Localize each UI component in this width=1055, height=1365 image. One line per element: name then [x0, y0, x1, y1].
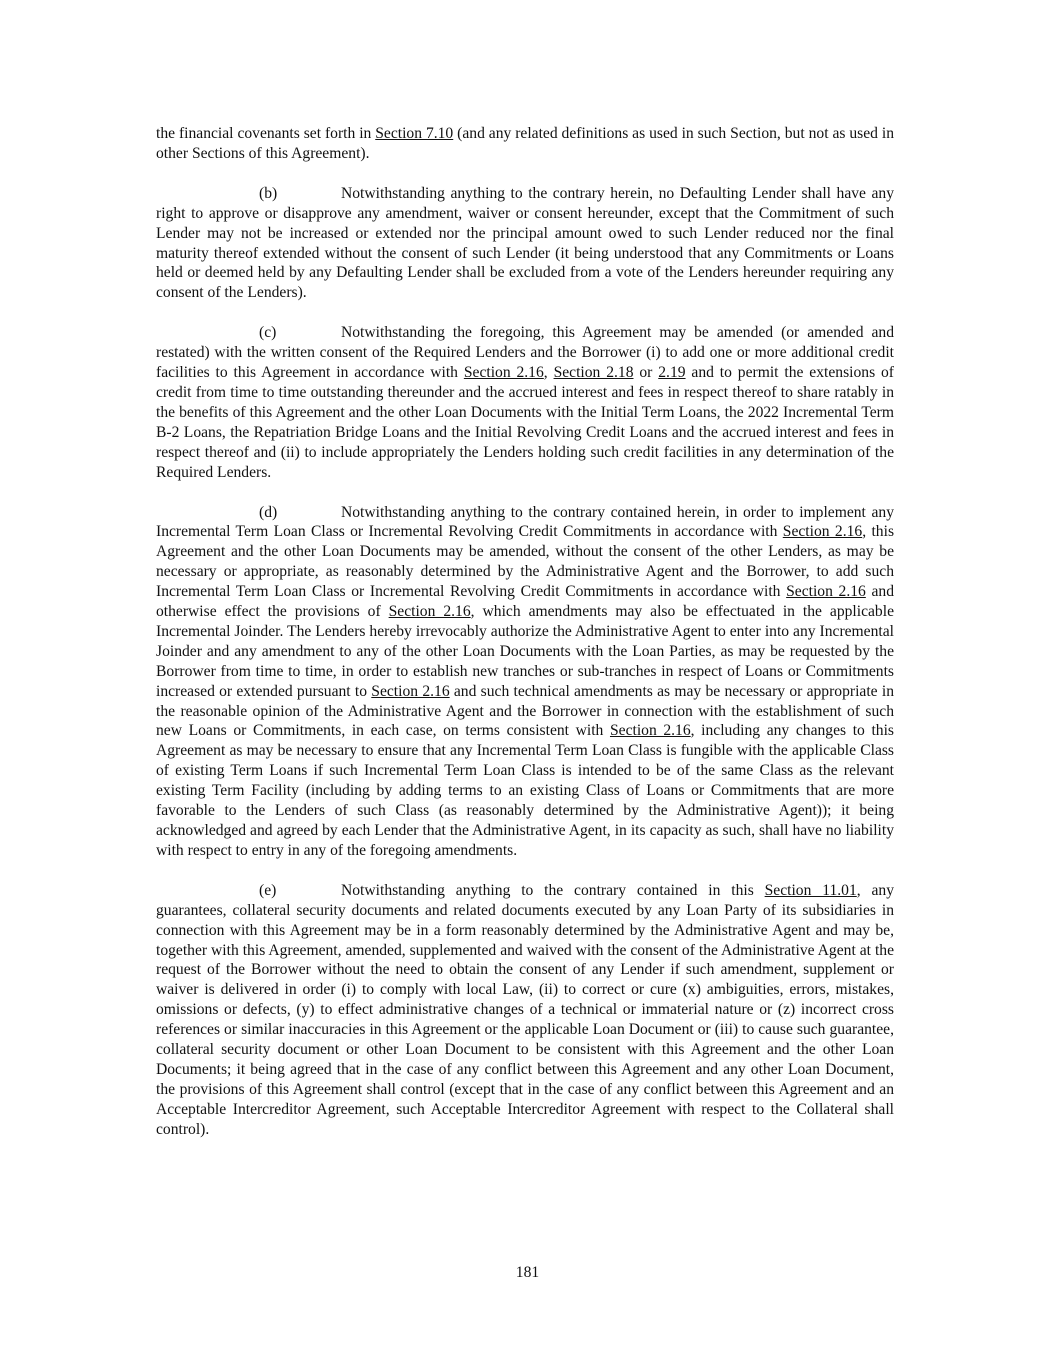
- text: Notwithstanding anything to the contrary contained herein, in order to implement any Incremental Term Loan Class or Incremental Revolving Credit Commitments in accordance with: [156, 503, 894, 541]
- paragraph-b: [156, 184, 894, 303]
- paragraph-number: (e): [259, 881, 277, 899]
- section-reference: Section 2.16: [463, 364, 544, 382]
- text: , which amendments may also be effectuated in the applicable Incremental Joinder. The Lenders hereby irrevocably authorize the Administrative Agent to enter into any Incremental Joinder and any amendment to any of the other Loan Documents with the Loan Parties, as may be requested by the Borrower from time to time, in order to establish new tranches or sub-tranches in respect of Loans or Commitments increased or extended pursuant to: [156, 603, 894, 700]
- text: Notwithstanding anything to the contrary contained in this: [341, 881, 765, 899]
- text: ,: [543, 364, 554, 382]
- document-body: [156, 124, 894, 1160]
- section-reference: Section 2.16: [371, 682, 450, 700]
- paragraph-e: [156, 881, 894, 1140]
- section-reference: Section 2.18: [553, 364, 634, 382]
- text: , this Agreement and the other Loan Documents may be amended, without the consent of the other Lenders, as may be necessary or appropriate, as reasonably determined by the Administrative Agent and the Borrower, to add such Incremental Term Loan Class or Incremental Revolving Credit Commitments in accordance with: [156, 523, 895, 601]
- paragraph-number: (b): [259, 184, 278, 202]
- text: the financial covenants set forth in: [156, 125, 376, 142]
- text: , including any changes to this Agreement as may be necessary to ensure that any Incremental Term Loan Class is fungible with the applicable Class of existing Term Loans if such Incremental Term Loan Class is intended to be of the same Class as the relevant existing Term Facility (including by adding terms to an existing Class of Loans or Commitments that are more favorable to the Lenders of such Class (as reasonably determined by the Administrative Agent)); it being acknowledged and agreed by each Lender that the Administrative Agent, in its capacity as such, shall have no liability with respect to entry in any of the foregoing amendments.: [156, 722, 894, 859]
- section-reference: Section 7.10: [375, 125, 454, 142]
- section-reference: Section 2.16: [609, 722, 691, 740]
- paragraph-d: [156, 503, 894, 861]
- section-reference: Section 2.16: [786, 583, 866, 601]
- text: Notwithstanding anything to the contrary herein, no Defaulting Lender shall have any right to approve or disapprove any amendment, waiver or consent hereunder, except that the Commitment of such Lender may not be increased or extended nor the principal amount owed to such Lender reduced nor the final maturity thereof extended without the consent of such Lender (it being understood that any Commitments or Loans held or deemed held by any Defaulting Lender shall be excluded from a vote of the Lenders hereunder requiring any consent of the Lenders).: [156, 184, 894, 302]
- section-reference: Section 2.16: [388, 603, 471, 621]
- text: or: [633, 364, 659, 382]
- section-reference: Section 11.01: [764, 881, 857, 899]
- section-reference: 2.19: [658, 364, 686, 382]
- paragraph-c: [156, 323, 894, 482]
- text: and such technical amendments as may be necessary or appropriate in the reasonable opinion of the Administrative Agent and the Borrower in connection with the establishment of such new Loans or Commitments, in each case, on terms consistent with: [156, 682, 894, 740]
- page-number: 181: [515, 1264, 540, 1281]
- continuation-paragraph: [156, 124, 894, 164]
- text: and to permit the extensions of credit from time to time outstanding thereunder and the accrued interest and fees in respect thereof to share ratably in the benefits of this Agreement and the other Loan Documents with the Initial Term Loans, the 2022 Incremental Term B-2 Loans, the Repatriation Bridge Loans and the Initial Revolving Credit Loans and the accrued interest and fees in respect thereof and (ii) to include appropriately the Lenders holding such credit facilities in any determination of the Required Lenders.: [156, 364, 895, 481]
- text: (and any related definitions as used in such Section, but not as used in other Sections of this Agreement).: [156, 125, 894, 162]
- paragraph-number: (d): [259, 503, 278, 521]
- paragraph-number: (c): [259, 324, 277, 342]
- section-reference: Section 2.16: [782, 523, 863, 541]
- text: , any guarantees, collateral security documents and related documents executed by any Loan Party of its subsidiaries in connection with this Agreement may be in a form reasonably determined by the Administrative Agent and may be, together with this Agreement, amended, supplemented and waived with the consent of the Administrative Agent at the request of the Borrower without the need to obtain the consent of any Lender if such amendment, supplement or waiver is delivered in order (i) to comply with local Law, (ii) to correct or cure (x) ambiguities, errors, mistakes, omissions or defects, (y) to effect administrative changes of a technical or immaterial nature or (z) incorrect cross references or similar inaccuracies in this Agreement or the applicable Loan Document or (iii) to cause such guarantee, collateral security document or other Loan Document to be consistent with this Agreement and the other Loan Documents; it being agreed that in the case of any conflict between this Agreement and any other Loan Document, the provisions of this Agreement shall control (except that in the case of any conflict between this Agreement and an Acceptable Intercreditor Agreement, such Acceptable Intercreditor Agreement with respect to the Collateral shall control).: [156, 881, 894, 1138]
- text: Notwithstanding the foregoing, this Agreement may be amended (or amended and restated) with the written consent of the Required Lenders and the Borrower (i) to add one or more additional credit facilities to this Agreement in accordance with: [156, 324, 894, 382]
- text: and otherwise effect the provisions of: [156, 583, 895, 621]
